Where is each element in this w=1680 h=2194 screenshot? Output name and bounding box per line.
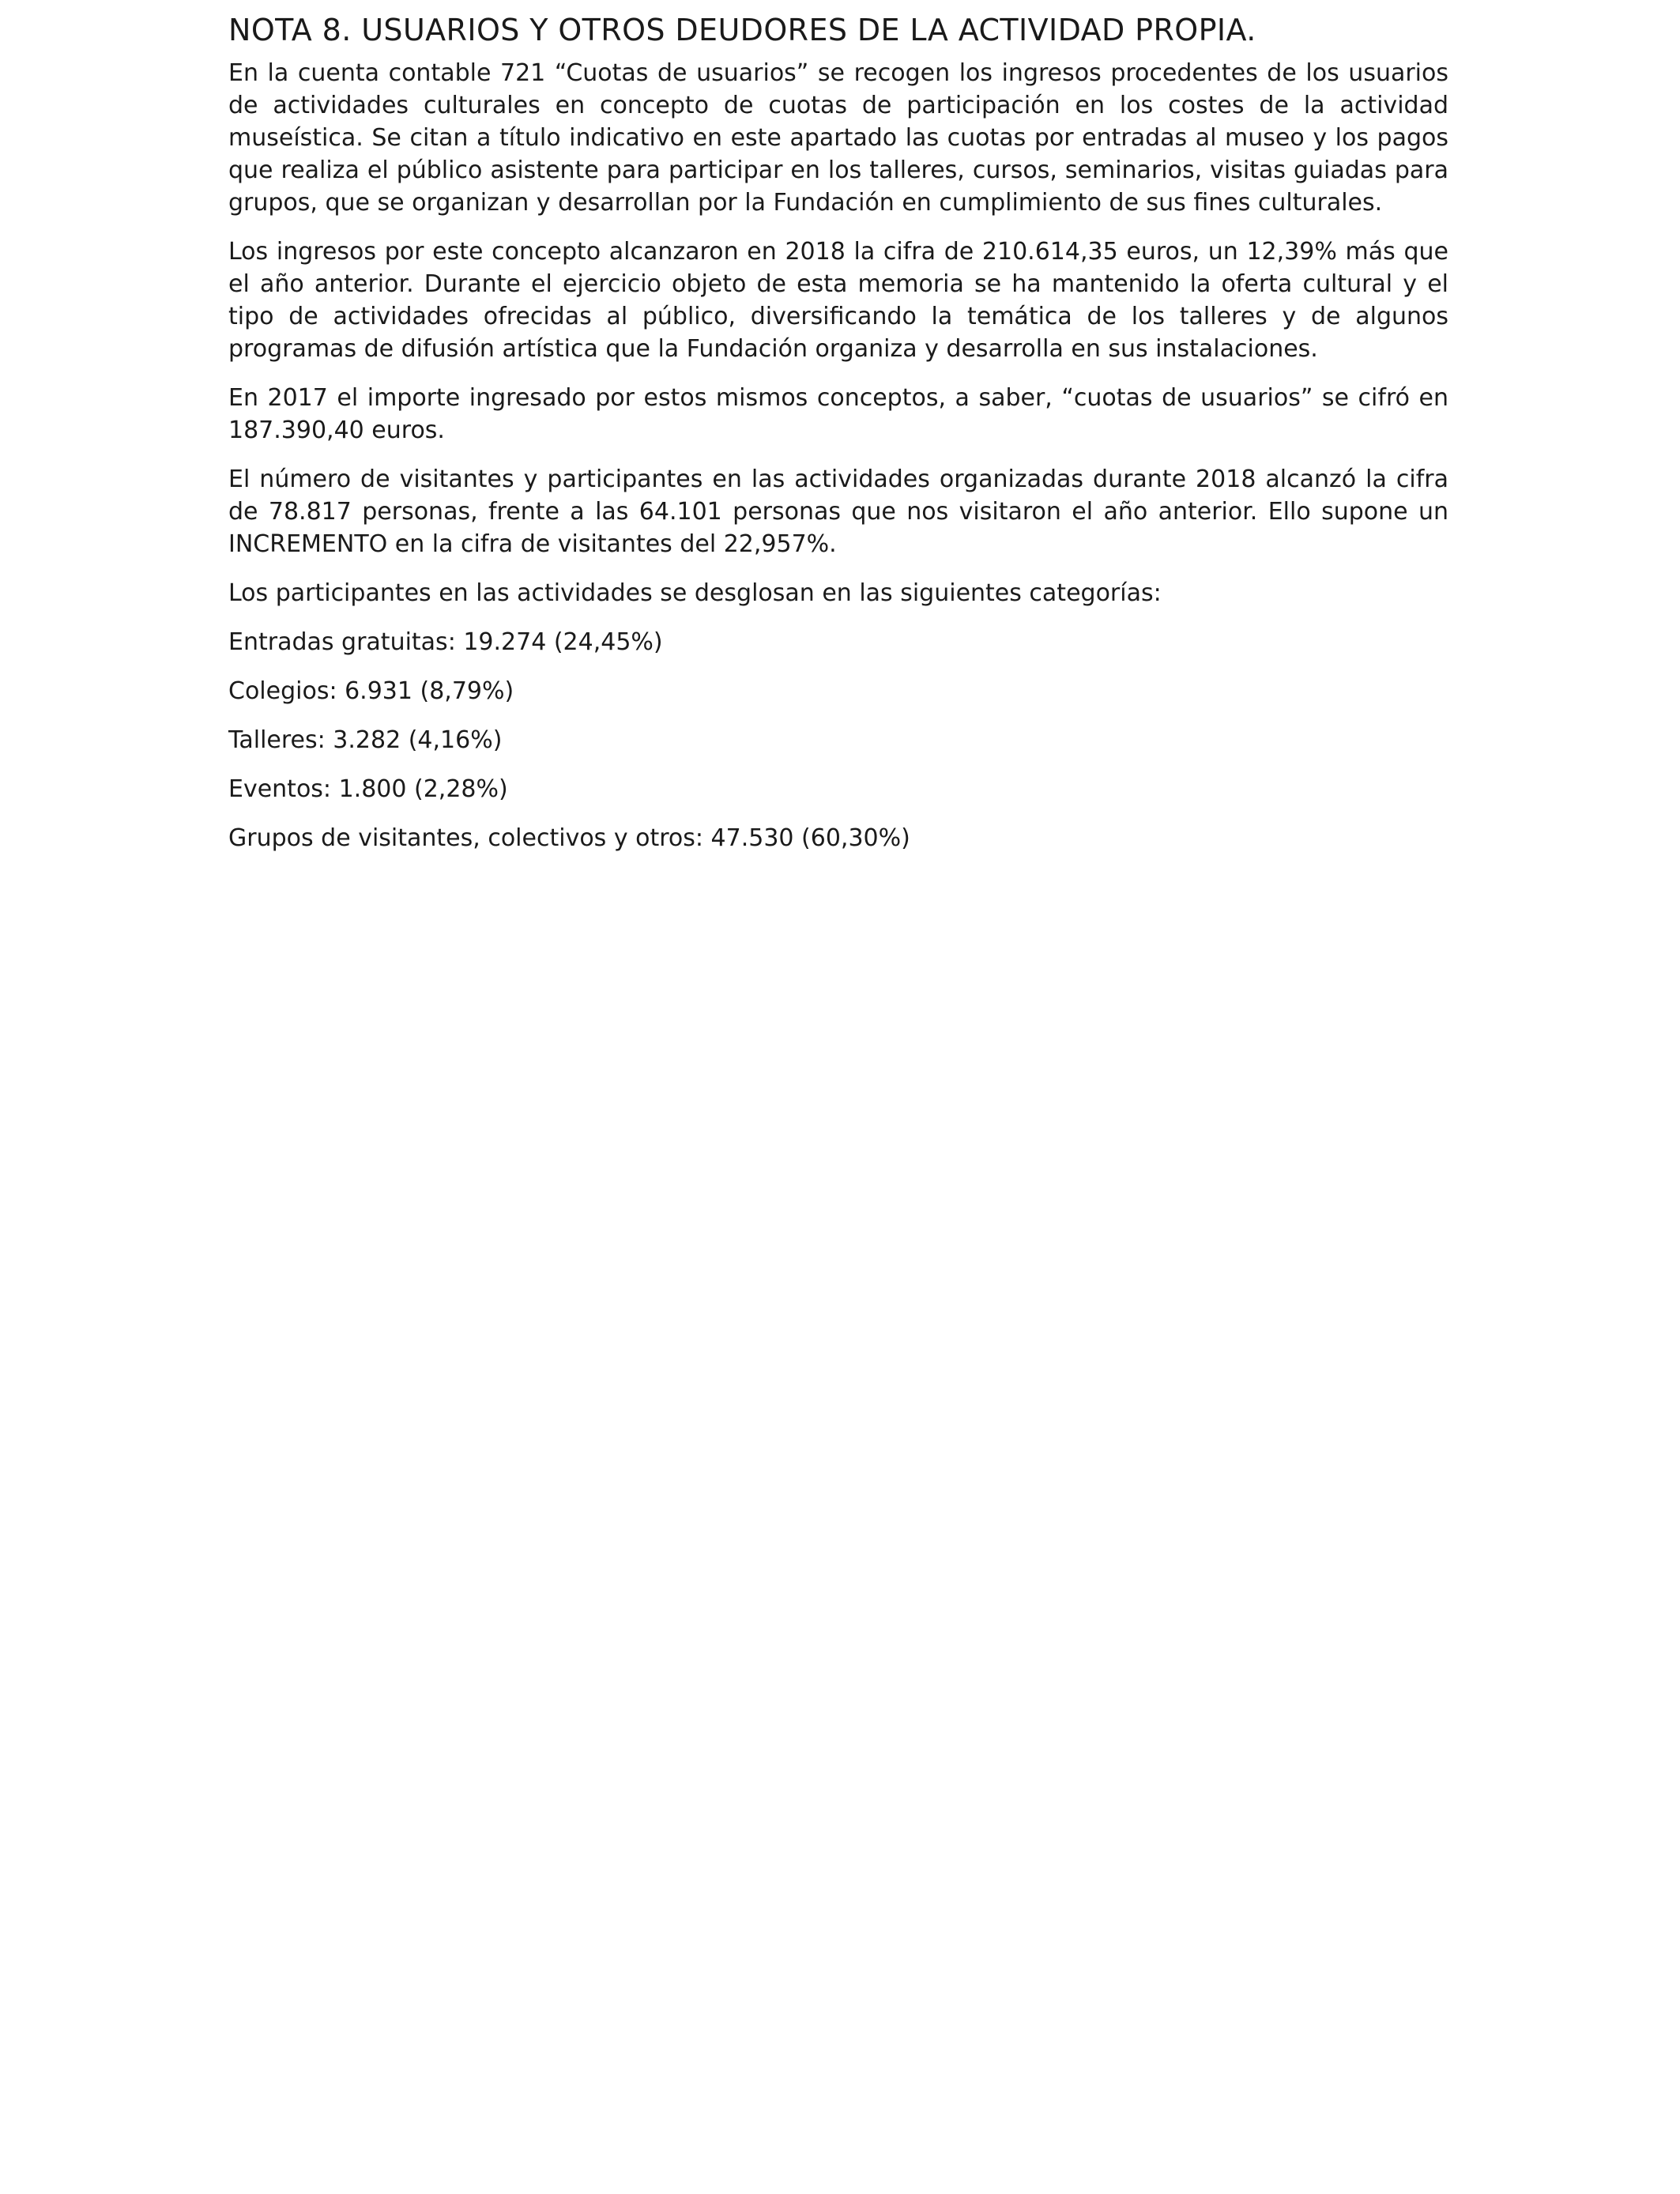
page-title: NOTA 8. USUARIOS Y OTROS DEUDORES DE LA ACTIVIDAD PROPIA. [228,13,1256,47]
paragraph-cuotas-usuarios: En la cuenta contable 721 “Cuotas de usuarios” se recogen los ingresos procedentes de los usuarios de actividades culturales en concepto de cuotas de participación en los costes de la actividad museística. Se citan a título indicativo en este apartado las cuotas por entradas al museo y los pagos que realiza el público asistente para participar en los talleres, cursos, seminarios, visitas guiadas para grupos, que se organizan y desarrollan por la Fundación en cumplimiento de sus fines culturales. [228,59,1448,217]
paragraph-desglose-intro: Los participantes en las actividades se desglosan en las siguientes categorías: [228,579,1162,607]
category-item: Grupos de visitantes, colectivos y otros: 47.530 (60,30%) [228,824,910,852]
category-item: Colegios: 6.931 (8,79%) [228,677,514,705]
paragraph-importe-2017: En 2017 el importe ingresado por estos mismos conceptos, a saber, “cuotas de usuarios” se cifró en 187.390,40 euros. [228,384,1448,444]
paragraph-visitantes: El número de visitantes y participantes en las actividades organizadas durante 2018 alcanzó la cifra de 78.817 personas, frente a las 64.101 personas que nos visitaron el año anterior. Ello supone un INCREMENTO en la cifra de visitantes del 22,957%. [228,466,1448,558]
document-page [228,11,1448,871]
paragraph-ingresos-2018: Los ingresos por este concepto alcanzaron en 2018 la cifra de 210.614,35 euros, un 12,39% más que el año anterior. Durante el ejercicio objeto de esta memoria se ha mantenido la oferta cultural y el tipo de actividades ofrecidas al público, diversificando la temática de los talleres y de algunos programas de difusión artística que la Fundación organiza y desarrolla en sus instalaciones. [228,238,1448,363]
category-list [228,626,1448,854]
category-item: Entradas gratuitas: 19.274 (24,45%) [228,628,663,656]
category-item: Eventos: 1.800 (2,28%) [228,775,508,803]
category-item: Talleres: 3.282 (4,16%) [228,726,503,754]
